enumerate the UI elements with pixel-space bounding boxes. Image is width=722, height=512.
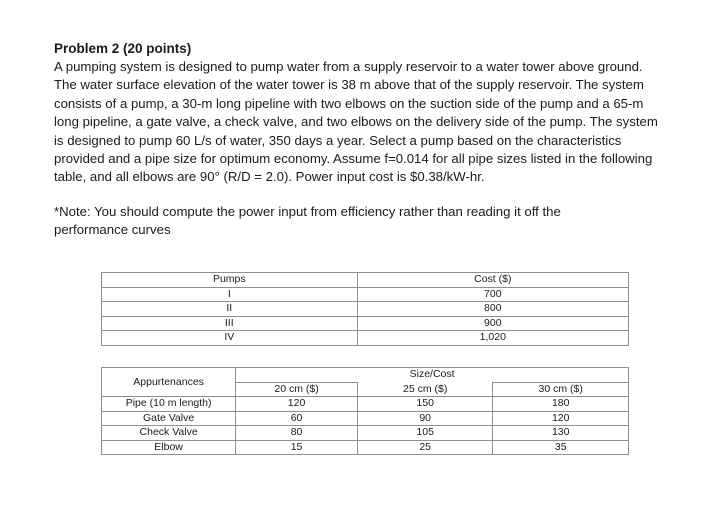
cost-30-cell: 180 [493,397,629,412]
table-row [102,397,629,412]
cost-20-cell: 120 [236,397,358,412]
table-row [102,440,629,455]
note-line: performance curves [54,222,171,238]
appurtenances-header: Appurtenances [102,368,236,397]
cost-20-cell: 80 [236,426,358,441]
problem-statement [54,40,694,240]
pump-cell: III [102,316,358,331]
cost-25-cell: 25 [357,440,493,455]
cost-cell: 700 [357,287,628,302]
col-25cm-header: 25 cm ($) [357,382,493,397]
item-cell: Gate Valve [102,411,236,426]
cost-20-cell: 15 [236,440,358,455]
table-header-row [102,273,629,288]
item-cell: Elbow [102,440,236,455]
problem-body [54,58,694,187]
table-header-row [102,368,629,383]
col-20cm-header: 20 cm ($) [236,382,358,397]
cost-20-cell: 60 [236,411,358,426]
note-line: *Note: You should compute the power input from efficiency rather than reading it off the [54,203,561,219]
appurtenance-cost-table [101,367,629,455]
pump-cell: II [102,302,358,317]
cost-25-cell: 150 [357,397,493,412]
table-row [102,316,629,331]
table-row [102,302,629,317]
item-cell: Pipe (10 m length) [102,397,236,412]
cost-30-cell: 35 [493,440,629,455]
table-row [102,287,629,302]
body-line: The water surface elevation of the water tower is 38 m above that of the supply reservoir. The system [54,77,644,93]
col-30cm-header: 30 cm ($) [493,382,629,397]
pumps-header: Pumps [102,273,358,288]
cost-cell: 900 [357,316,628,331]
table-row [102,331,629,346]
table-row [102,411,629,426]
cost-cell: 800 [357,302,628,317]
table-row [102,426,629,441]
size-cost-header: Size/Cost [236,368,629,383]
note [54,203,694,240]
cost-25-cell: 105 [357,426,493,441]
item-cell: Check Valve [102,426,236,441]
cost-30-cell: 130 [493,426,629,441]
body-line: table, and all elbows are 90° (R/D = 2.0). Power input cost is $0.38/kW-hr. [54,169,485,185]
cost-25-cell: 90 [357,411,493,426]
pump-cell: IV [102,331,358,346]
cost-cell: 1,020 [357,331,628,346]
pump-cell: I [102,287,358,302]
cost-30-cell: 120 [493,411,629,426]
body-line: consists of a pump, a 30-m long pipeline with two elbows on the suction side of the pump and a 65-m [54,95,644,111]
body-line: long pipeline, a gate valve, a check valve, and two elbows on the delivery side of the pump. The system [54,114,658,130]
body-line: is designed to pump 60 L/s of water, 350 days a year. Select a pump based on the characteristics [54,132,622,148]
body-line: A pumping system is designed to pump water from a supply reservoir to a water tower above ground. [54,59,643,74]
problem-title: Problem 2 (20 points) [54,41,192,56]
body-line: provided and a pipe size for optimum economy. Assume f=0.014 for all pipe sizes listed in the following [54,151,653,167]
cost-header: Cost ($) [357,273,628,288]
pump-cost-table [101,272,629,346]
